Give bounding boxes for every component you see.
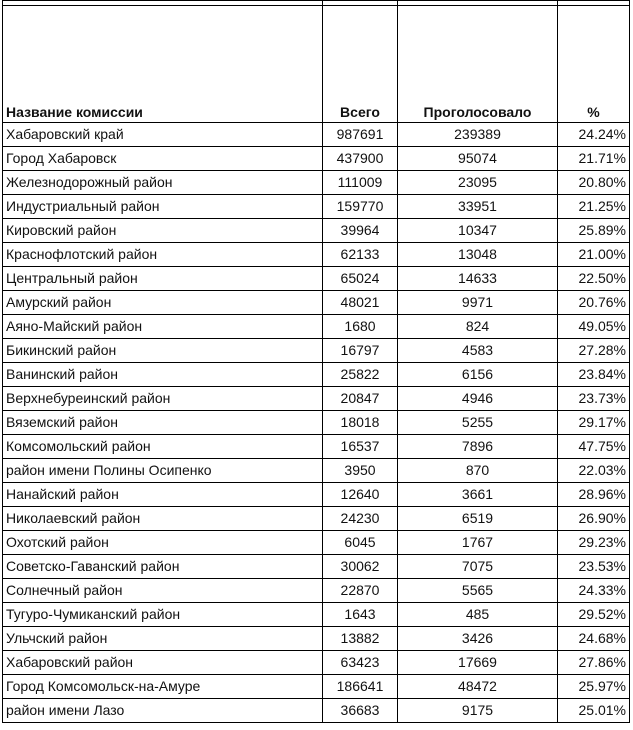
total-cell: 111009 [323,171,398,195]
commission-name-cell: Бикинский район [3,339,323,363]
percent-cell: 24.33% [558,579,630,603]
percent-cell: 29.23% [558,531,630,555]
percent-cell: 21.71% [558,147,630,171]
commission-name-cell: Город Хабаровск [3,147,323,171]
table-row [3,627,630,651]
voted-cell: 95074 [398,147,558,171]
voted-cell: 14633 [398,267,558,291]
total-cell: 13882 [323,627,398,651]
commission-name-cell: Николаевский район [3,507,323,531]
total-cell: 62133 [323,243,398,267]
percent-cell: 47.75% [558,435,630,459]
total-cell: 39964 [323,219,398,243]
table-row [3,507,630,531]
voted-cell: 4583 [398,339,558,363]
total-cell: 12640 [323,483,398,507]
commission-name-cell: Индустриальный район [3,195,323,219]
table-row [3,291,630,315]
percent-cell: 21.00% [558,243,630,267]
results-table [2,0,630,723]
header-percent: % [558,6,630,123]
table-row [3,435,630,459]
table-row [3,243,630,267]
header-row [3,6,630,123]
voted-cell: 824 [398,315,558,339]
percent-cell: 25.97% [558,675,630,699]
table-row [3,483,630,507]
total-cell: 36683 [323,699,398,723]
commission-name-cell: Охотский район [3,531,323,555]
commission-name-cell: Солнечный район [3,579,323,603]
commission-name-cell: Ванинский район [3,363,323,387]
percent-cell: 23.84% [558,363,630,387]
total-cell: 20847 [323,387,398,411]
commission-name-cell: Комсомольский район [3,435,323,459]
percent-cell: 20.76% [558,291,630,315]
commission-name-cell: район имени Полины Осипенко [3,459,323,483]
commission-name-cell: Верхнебуреинский район [3,387,323,411]
voted-cell: 9971 [398,291,558,315]
percent-cell: 29.52% [558,603,630,627]
commission-name-cell: Хабаровский край [3,123,323,147]
percent-cell: 27.86% [558,651,630,675]
total-cell: 159770 [323,195,398,219]
percent-cell: 24.24% [558,123,630,147]
commission-name-cell: Центральный район [3,267,323,291]
commission-name-cell: Ульчский район [3,627,323,651]
percent-cell: 21.25% [558,195,630,219]
total-cell: 186641 [323,675,398,699]
table-row [3,147,630,171]
commission-name-cell: Хабаровский район [3,651,323,675]
table-row [3,195,630,219]
table-row [3,123,630,147]
voted-cell: 3661 [398,483,558,507]
header-voted: Проголосовало [398,6,558,123]
table-row [3,651,630,675]
voted-cell: 5565 [398,579,558,603]
total-cell: 63423 [323,651,398,675]
voted-cell: 23095 [398,171,558,195]
table-row [3,339,630,363]
header-commission-name: Название комиссии [3,6,323,123]
voted-cell: 4946 [398,387,558,411]
commission-name-cell: Железнодорожный район [3,171,323,195]
table-row [3,171,630,195]
table-row [3,219,630,243]
total-cell: 25822 [323,363,398,387]
commission-name-cell: Вяземский район [3,411,323,435]
voted-cell: 6519 [398,507,558,531]
total-cell: 6045 [323,531,398,555]
commission-name-cell: Город Комсомольск-на-Амуре [3,675,323,699]
commission-name-cell: Краснофлотский район [3,243,323,267]
header-total: Всего [323,6,398,123]
voted-cell: 7896 [398,435,558,459]
voted-cell: 6156 [398,363,558,387]
total-cell: 65024 [323,267,398,291]
voted-cell: 13048 [398,243,558,267]
voted-cell: 239389 [398,123,558,147]
percent-cell: 28.96% [558,483,630,507]
commission-name-cell: Нанайский район [3,483,323,507]
percent-cell: 27.28% [558,339,630,363]
percent-cell: 25.01% [558,699,630,723]
percent-cell: 26.90% [558,507,630,531]
total-cell: 18018 [323,411,398,435]
commission-name-cell: Советско-Гаванский район [3,555,323,579]
total-cell: 987691 [323,123,398,147]
percent-cell: 49.05% [558,315,630,339]
table-row [3,555,630,579]
percent-cell: 25.89% [558,219,630,243]
voted-cell: 3426 [398,627,558,651]
table-row [3,387,630,411]
table-row [3,675,630,699]
table-row [3,603,630,627]
commission-name-cell: Аяно-Майский район [3,315,323,339]
percent-cell: 22.03% [558,459,630,483]
table-row [3,411,630,435]
percent-cell: 24.68% [558,627,630,651]
voted-cell: 48472 [398,675,558,699]
voted-cell: 33951 [398,195,558,219]
voted-cell: 9175 [398,699,558,723]
total-cell: 48021 [323,291,398,315]
total-cell: 30062 [323,555,398,579]
table-row [3,531,630,555]
total-cell: 16797 [323,339,398,363]
voted-cell: 485 [398,603,558,627]
percent-cell: 22.50% [558,267,630,291]
table-row [3,459,630,483]
percent-cell: 29.17% [558,411,630,435]
percent-cell: 23.53% [558,555,630,579]
total-cell: 1680 [323,315,398,339]
percent-cell: 20.80% [558,171,630,195]
total-cell: 3950 [323,459,398,483]
total-cell: 16537 [323,435,398,459]
total-cell: 1643 [323,603,398,627]
commission-name-cell: Тугуро-Чумиканский район [3,603,323,627]
table-row [3,363,630,387]
voted-cell: 870 [398,459,558,483]
voted-cell: 10347 [398,219,558,243]
total-cell: 24230 [323,507,398,531]
voted-cell: 7075 [398,555,558,579]
voted-cell: 5255 [398,411,558,435]
commission-name-cell: район имени Лазо [3,699,323,723]
percent-cell: 23.73% [558,387,630,411]
table-row [3,315,630,339]
voted-cell: 1767 [398,531,558,555]
commission-name-cell: Кировский район [3,219,323,243]
table-row [3,579,630,603]
total-cell: 437900 [323,147,398,171]
voted-cell: 17669 [398,651,558,675]
table-row [3,699,630,723]
table-row [3,267,630,291]
commission-name-cell: Амурский район [3,291,323,315]
total-cell: 22870 [323,579,398,603]
